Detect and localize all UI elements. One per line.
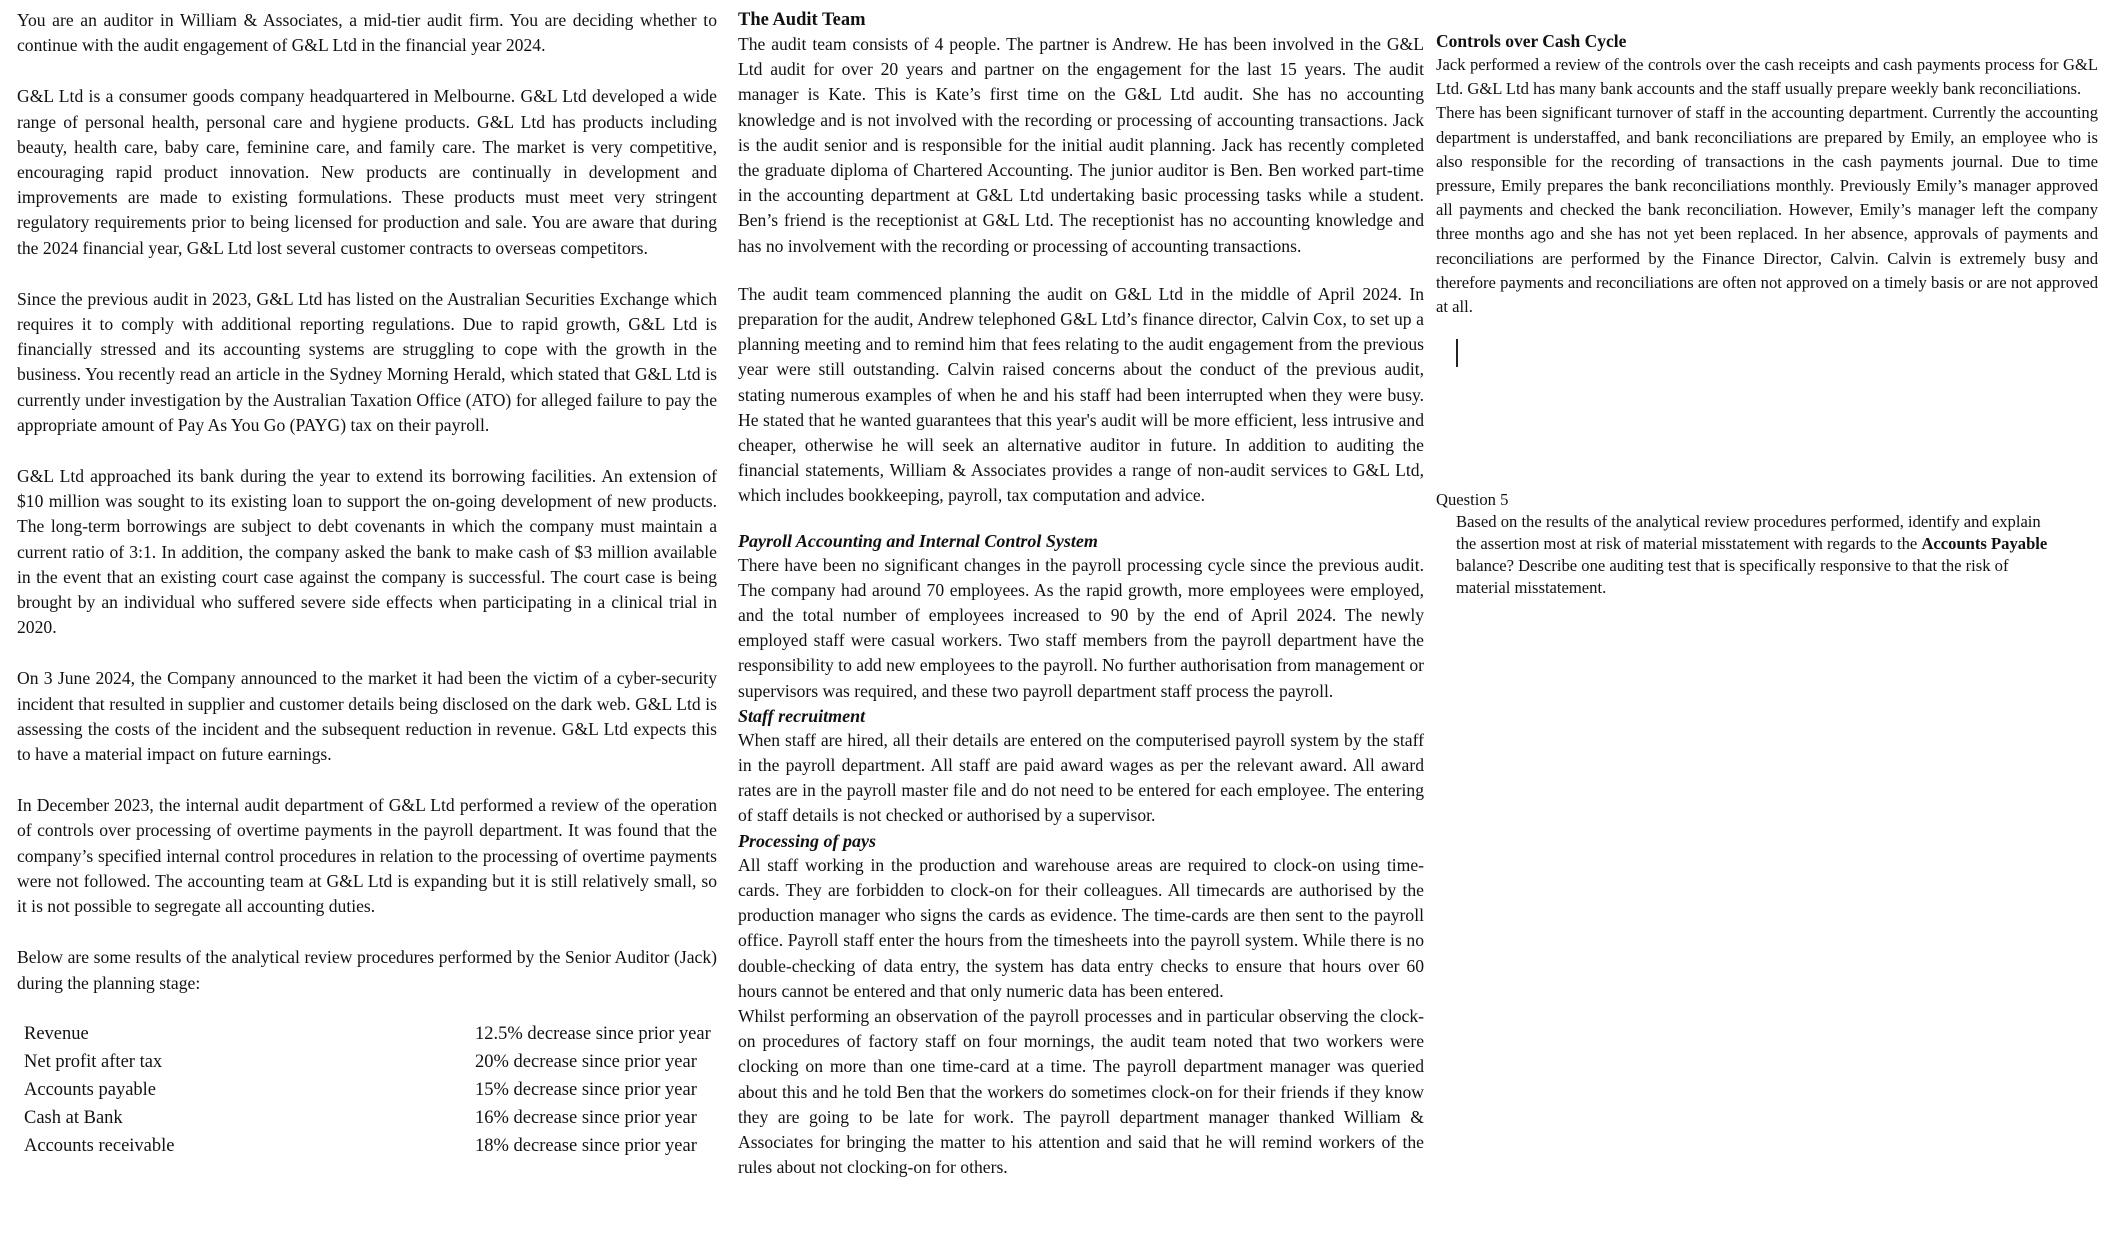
cyber-incident-paragraph: On 3 June 2024, the Company announced to the market it had been the victim of a cyber-security incident that resulted in supplier and customer details being disclosed on the dark web. G&L Ltd is assessing the costs of the incident and the subsequent reduction in revenue. G&L Ltd expects this to have a material impact on future earnings. xyxy=(17,668,717,765)
processing-pays-heading: Processing of pays xyxy=(738,830,876,851)
text-cursor[interactable] xyxy=(1456,339,1458,367)
table-row xyxy=(17,1076,711,1104)
observation-paragraph: Whilst performing an observation of the payroll processes and in particular observing the clock-on procedures of factory staff on four mornings, the audit team noted that two workers were clocking on more than one time-card at a time. The payroll department manager was queried about this and he told Ben that the workers do sometimes clock-on for their friends if they know they are going to be late for work. The payroll department manager thanked William & Associates for bringing the matter to his attention and said that he will remind workers of the rules about not clocking-on for others. xyxy=(738,1005,1424,1178)
metric-value: 18% decrease since prior year xyxy=(475,1135,697,1156)
metric-label: Cash at Bank xyxy=(24,1107,123,1128)
case-intro-column xyxy=(17,8,717,1160)
internal-audit-paragraph: In December 2023, the internal audit department of G&L Ltd performed a review of the operation of controls over processing of overtime payments in the payroll department. It was found that the company’s specified internal control procedures in relation to the processing of overtime payments were not followed. The accounting team at G&L Ltd is expanding but it is still relatively small, so it is not possible to segregate all accounting duties. xyxy=(17,795,717,917)
company-background-paragraph: G&L Ltd is a consumer goods company headquartered in Melbourne. G&L Ltd developed a wide range of personal health, personal care and hygiene products. G&L Ltd has products including beauty, health care, baby care, feminine care, and family care. The market is very competitive, encouraging rapid product innovation. New products are continually in development and improvements are made to existing formulations. These products must meet very stringent regulatory requirements prior to being licensed for production and sale. You are aware that during the 2024 financial year, G&L Ltd lost several customer contracts to overseas competitors. xyxy=(17,86,717,258)
metric-label: Accounts receivable xyxy=(24,1135,175,1156)
borrowing-paragraph: G&L Ltd approached its bank during the year to extend its borrowing facilities. An extension of $10 million was sought to its existing loan to support the on-going development of new products. The long-term borrowings are subject to debt covenants in which the company must maintain a current ratio of 3:1. In addition, the company asked the bank to make cash of $3 million available in the event that an existing court case against the company is successful. The court case is being brought by an individual who suffered severe side effects when participating in a clinical trial in 2020. xyxy=(17,466,717,638)
cash-review-paragraph: Jack performed a review of the controls over the cash receipts and cash payments process for G&L Ltd. G&L Ltd has many bank accounts and the staff usually prepare weekly bank reconciliations. xyxy=(1436,55,2098,99)
audit-team-heading: The Audit Team xyxy=(738,10,866,30)
processing-pays-paragraph: All staff working in the production and warehouse areas are required to clock-on using time-cards. They are forbidden to clock-on for their colleagues. All timecards are authorised by the production manager who signs the cards as evidence. The time-cards are then sent to the payroll office. Payroll staff enter the hours from the timesheets into the payroll system. While there is no double-checking of data entry, the system has data entry checks to ensure that hours over 60 hours cannot be entered and that only numeric data has been entered. xyxy=(738,854,1424,1001)
cash-cycle-column xyxy=(1436,30,2098,599)
metric-value: 12.5% decrease since prior year xyxy=(475,1023,711,1044)
metric-value: 15% decrease since prior year xyxy=(475,1079,697,1100)
staff-recruitment-paragraph: When staff are hired, all their details are entered on the computerised payroll system by the staff in the payroll department. All staff are paid award wages as per the relevant award. All award rates are in the payroll master file and do not need to be entered for each employee. The entering of staff details is not checked or authorised by a supervisor. xyxy=(738,729,1424,826)
table-row xyxy=(17,1104,711,1132)
table-row xyxy=(17,1132,711,1160)
payroll-paragraph: There have been no significant changes in the payroll processing cycle since the previous audit. The company had around 70 employees. As the rapid growth, more employees were employed, and the total number of employees increased to 90 by the end of April 2024. The newly employed staff were casual workers. Two staff members from the payroll department have the responsibility to add new employees to the payroll. No further authorisation from management or supervisors was required, and these two payroll department staff process the payroll. xyxy=(738,554,1424,701)
metric-label: Accounts payable xyxy=(24,1079,157,1100)
question-text-start: Based on the results of the analytical review procedures performed, identify and explain the assertion most at risk of material misstatement with regards to the xyxy=(1456,512,2041,554)
metric-label: Revenue xyxy=(24,1023,89,1044)
metric-label: Net profit after tax xyxy=(24,1051,163,1072)
question-body xyxy=(1456,511,2054,599)
question-emphasis: Accounts Payable xyxy=(1921,534,2048,554)
staff-recruitment-heading: Staff recruitment xyxy=(738,705,866,726)
cash-cycle-heading: Controls over Cash Cycle xyxy=(1436,31,1627,51)
question-text-end: balance? Describe one auditing test that is specifically responsive to that the risk of material misstatement. xyxy=(1456,556,2009,598)
analytical-review-intro: Below are some results of the analytical review procedures performed by the Senior Auditor (Jack) during the planning stage: xyxy=(17,947,717,993)
audit-team-paragraph: The audit team consists of 4 people. The partner is Andrew. He has been involved in the G&L Ltd audit for over 20 years and partner on the engagement for the last 15 years. The audit manager is Kate. This is Kate’s first time on the G&L Ltd audit. She has no accounting knowledge and is not involved with the recording or processing of accounting transactions. Jack is the audit senior and is responsible for the initial audit planning. Jack has recently completed the graduate diploma of Chartered Accounting. The junior auditor is Ben. Ben worked part-time in the accounting department at G&L Ltd undertaking basic processing tasks while a student. Ben’s friend is the receptionist at G&L Ltd. The receptionist has no accounting knowledge and has no involvement with the recording or processing of accounting transactions. xyxy=(738,34,1424,256)
intro-paragraph: You are an auditor in William & Associates, a mid-tier audit firm. You are deciding whether to continue with the audit engagement of G&L Ltd in the financial year 2024. xyxy=(17,10,717,56)
planning-paragraph: The audit team commenced planning the audit on G&L Ltd in the middle of April 2024. In preparation for the audit, Andrew telephoned G&L Ltd’s finance director, Calvin Cox, to set up a planning meeting and to remind him that fees relating to the audit engagement from the previous year were still outstanding. Calvin raised concerns about the conduct of the previous audit, stating numerous examples of when he and his staff had been interrupted when they were busy. He stated that he wanted guarantees that this year's audit will be more efficient, less intrusive and cheaper, otherwise he will seek an alternative auditor in future. In addition to auditing the financial statements, William & Associates provides a range of non-audit services to G&L Ltd, which includes bookkeeping, payroll, tax computation and advice. xyxy=(738,283,1424,506)
listing-paragraph: Since the previous audit in 2023, G&L Ltd has listed on the Australian Securities Exchange which requires it to comply with additional reporting regulations. Due to rapid growth, G&L Ltd is financially stressed and its accounting systems are struggling to cope with the growth in the business. You recently read an article in the Sydney Morning Herald, which stated that G&L Ltd is currently under investigation by the Australian Taxation Office (ATO) for alleged failure to pay the appropriate amount of Pay As You Go (PAYG) tax on their payroll. xyxy=(17,288,717,435)
staff-turnover-paragraph: There has been significant turnover of staff in the accounting department. Currently the accounting department is understaffed, and bank reconciliations are prepared by Emily, an employee who is also responsible for the recording of transactions in the cash payments journal. Due to time pressure, Emily prepares the bank reconciliations monthly. Previously Emily’s manager approved all payments and checked the bank reconciliation. However, Emily’s manager left the company three months ago and she has not yet been replaced. In her absence, approvals of payments and reconciliations are performed by the Finance Director, Calvin. Calvin is extremely busy and therefore payments and reconciliations are often not approved on a timely basis or are not approved at all. xyxy=(1436,103,2098,317)
metric-value: 20% decrease since prior year xyxy=(475,1051,697,1072)
payroll-heading: Payroll Accounting and Internal Control System xyxy=(738,530,1098,551)
table-row xyxy=(17,1020,711,1048)
question-title: Question 5 xyxy=(1436,490,1509,510)
audit-team-column xyxy=(738,8,1424,1180)
analytical-review-table xyxy=(17,1020,711,1160)
table-row xyxy=(17,1048,711,1076)
metric-value: 16% decrease since prior year xyxy=(475,1107,697,1128)
